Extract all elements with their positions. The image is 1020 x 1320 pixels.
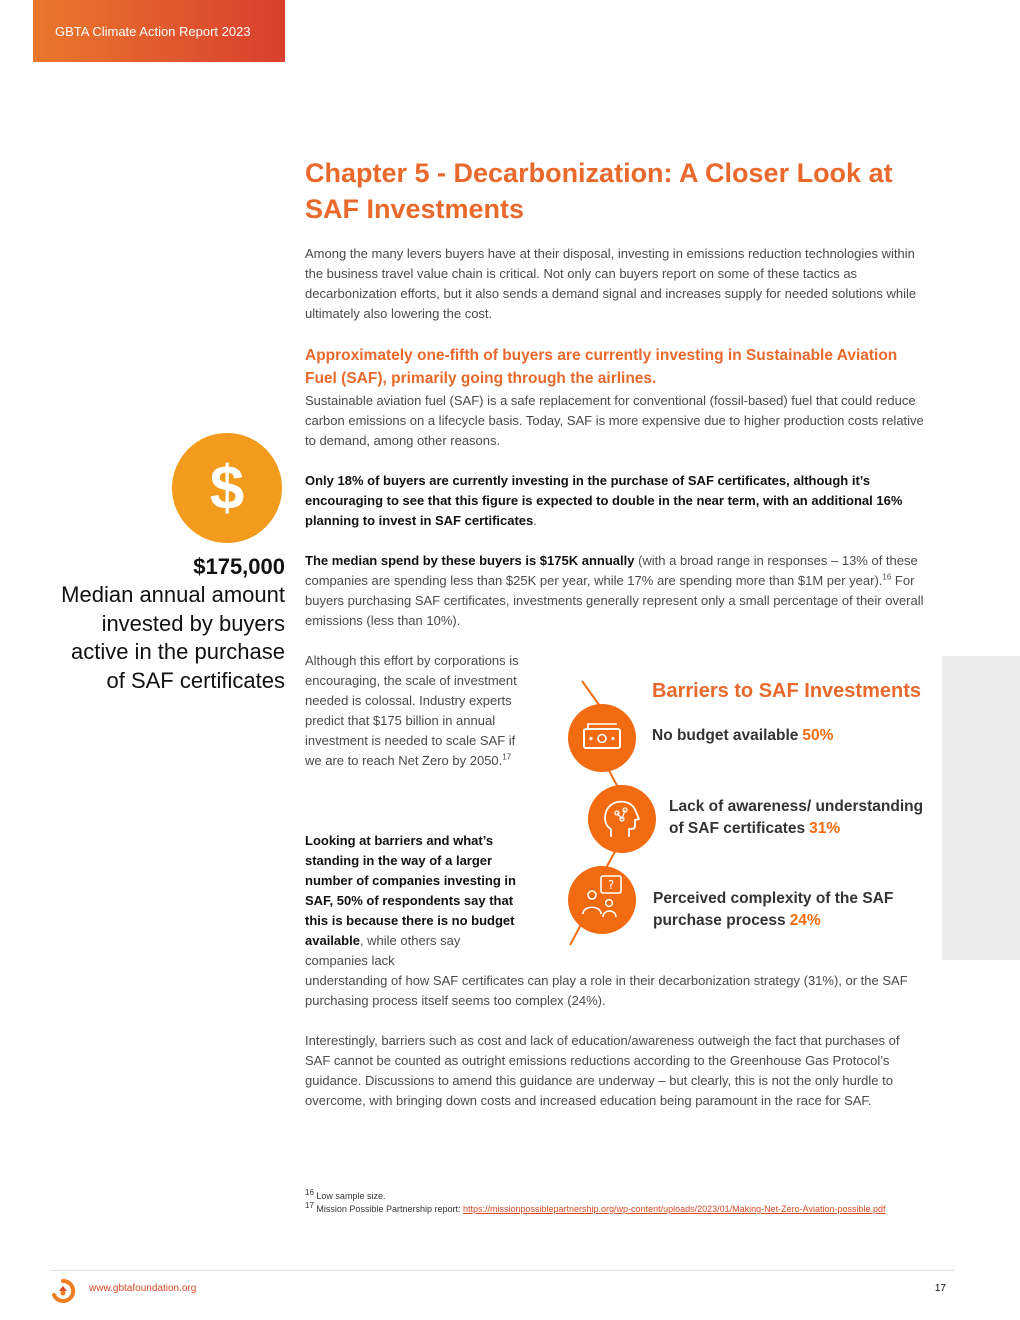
investing-paragraph-bold: Only 18% of buyers are currently investing in the purchase of SAF certificates, although it’s encouraging to see that this figure is expected to double in the near term, with an additional 16% planning to invest in SAF certificates xyxy=(305,473,903,528)
barrier-label: Perceived complexity of the SAF purchase process xyxy=(653,890,894,929)
footnote-16 xyxy=(305,1190,385,1203)
investing-paragraph-tail: . xyxy=(533,513,537,528)
report-header-tab xyxy=(33,0,285,62)
barrier-no-budget xyxy=(652,725,833,747)
footnote-17 xyxy=(305,1203,915,1216)
footnote-ref-17[interactable]: 17 xyxy=(502,752,512,762)
footnote-text: Mission Possible Partnership report: xyxy=(316,1204,463,1214)
brain-head-icon xyxy=(588,785,656,853)
footnote-link[interactable]: https://missionpossiblepartnership.org/wp-content/uploads/2023/01/Making-Net-Zero-Aviation-possible.pdf xyxy=(462,1204,886,1214)
saf-definition-paragraph: Sustainable aviation fuel (SAF) is a safe replacement for conventional (fossil-based) fuel that could reduce carbon emissions on a lifecycle basis. Today, SAF is more expensive due to higher production costs relative to demand, among other reasons. xyxy=(305,393,924,448)
infographic-title: Barriers to SAF Investments xyxy=(652,680,921,702)
chapter-title: Chapter 5 - Decarbonization: A Closer Look at SAF Investments xyxy=(305,158,893,224)
barrier-percent: 50% xyxy=(802,727,834,744)
barriers-paragraph-bold: Looking at barriers and what’s standing in the way of a larger number of companies investing in SAF, 50% of respondents say that this is because there is no budget available xyxy=(305,833,516,948)
footnote-number: 17 xyxy=(305,1201,314,1210)
scale-paragraph xyxy=(305,651,523,771)
median-spend-text-2: For buyers purchasing SAF certificates, investments generally represent only a small percentage of their overall emissions (less than 10%). xyxy=(305,573,924,628)
people-question-icon xyxy=(568,866,636,934)
barrier-percent: 31% xyxy=(809,820,841,837)
footnote-text: Low sample size. xyxy=(316,1191,386,1201)
money-bill-icon xyxy=(568,704,636,772)
barriers-paragraph-text: , while others say companies lack xyxy=(305,933,461,968)
closing-paragraph: Interestingly, barriers such as cost and lack of education/awareness outweigh the fact that purchases of SAF cannot be counted as outright emissions reductions according to the Greenhouse Gas Protocol’s guidance. Discussions to amend this guidance are underway – but clearly, this is not the only hurdle to overcome, with bringing down costs and increased education being paramount in the race for SAF. xyxy=(305,1033,900,1108)
barrier-percent: 24% xyxy=(789,912,821,929)
barrier-label: Lack of awareness/ understanding of SAF certificates xyxy=(669,798,924,837)
intro-paragraph: Among the many levers buyers have at their disposal, investing in emissions reduction technologies within the business travel value chain is critical. Not only can buyers report on some of these tactics as decarbonization efforts, but it also sends a demand signal and increases supply for needed solutions while ultimately also lowering the cost. xyxy=(305,246,917,321)
section-subheading: Approximately one-fifth of buyers are currently investing in Sustainable Aviation Fuel (SAF), primarily going through the airlines. xyxy=(305,347,898,387)
stat-value: $175,000 xyxy=(193,554,285,579)
side-grey-panel xyxy=(942,656,1020,960)
report-header-label: GBTA Climate Action Report 2023 xyxy=(55,23,251,39)
barriers-paragraph xyxy=(305,831,520,971)
barriers-paragraph-continuation: understanding of how SAF certificates can play a role in their decarbonization strategy (31%), or the SAF purchasing process itself seems too complex (24%). xyxy=(305,973,908,1008)
investing-paragraph xyxy=(305,471,930,531)
stat-description: Median annual amount invested by buyers active in the purchase of SAF certificates xyxy=(61,582,285,693)
page-number: 17 xyxy=(934,1283,946,1294)
scale-paragraph-text: Although this effort by corporations is encouraging, the scale of investment needed is colossal. Industry experts predict that $175 billion in annual investment is needed to scale SAF if we are to reach Net Zero by 2050. xyxy=(305,653,519,768)
footer-website-link[interactable]: www.gbtafoundation.org xyxy=(89,1283,197,1294)
barrier-lack-of-awareness xyxy=(669,796,929,840)
barrier-complexity xyxy=(653,888,903,932)
dollar-icon xyxy=(172,433,282,543)
median-spend-text: (with a broad range in responses – 13% of these companies are spending less than $25K per year, while 17% are spending more than $1M per year). xyxy=(305,553,918,588)
dollar-symbol: $ xyxy=(209,453,245,523)
footer-divider xyxy=(50,1270,955,1271)
barrier-label: No budget available xyxy=(652,727,799,744)
median-spend-paragraph xyxy=(305,551,930,631)
svg-text:?: ? xyxy=(607,878,615,892)
footnote-number: 16 xyxy=(305,1188,314,1197)
footnote-ref-16[interactable]: 16 xyxy=(882,572,892,582)
median-spend-bold: The median spend by these buyers is $175K annually xyxy=(305,553,635,568)
gbta-logo-icon[interactable] xyxy=(50,1278,76,1304)
